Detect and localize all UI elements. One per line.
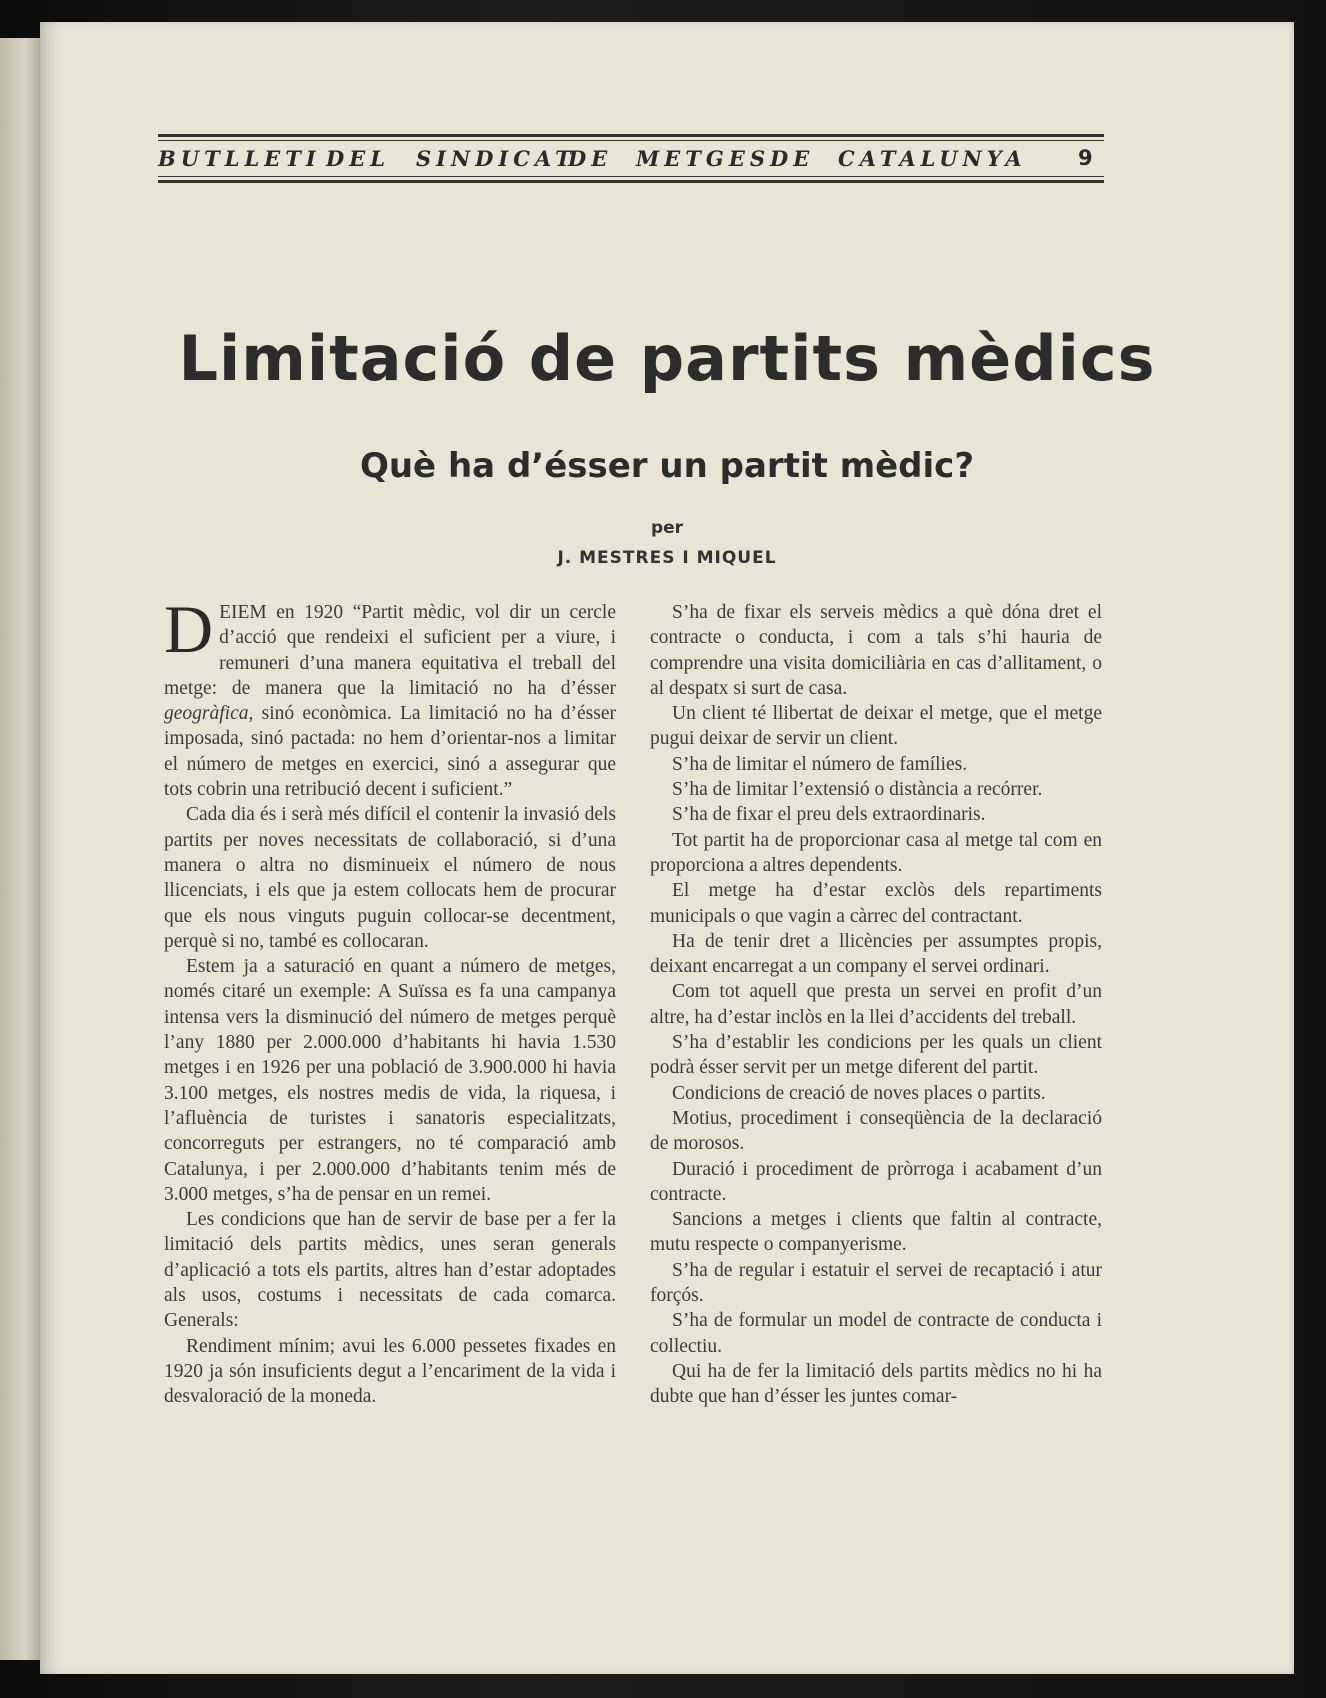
paragraph: Les condicions que han de servir de base per a fer la limitació dels partits mèdics, unes seran generals d’aplicació a tots els partits, altres han d’estar adoptades als usos, costums i necessitats de cada comarca. Generals: <box>164 1209 616 1332</box>
right-column <box>650 600 1102 1410</box>
paragraph: S’ha de regular i estatuir el servei de recaptació i atur forçós. <box>650 1259 1102 1307</box>
journal-page <box>40 22 1294 1674</box>
paragraph: S’ha d’establir les condicions per les quals un client podrà ésser servit per un metge diferent del partit. <box>650 1032 1102 1079</box>
left-column <box>164 591 616 1410</box>
opening-paragraph <box>164 591 616 802</box>
paragraph: Motius, procediment i conseqüència de la declaració de morosos. <box>650 1107 1102 1155</box>
paragraph: S’ha de limitar l’extensió o distància a recórrer. <box>672 779 1043 801</box>
journal-name-word: CATALUNYA <box>838 146 1027 171</box>
paragraph: S’ha de fixar els serveis mèdics a què dóna dret el contracte o conducta, i com a tals s’hi hauria de comprendre una visita domiciliària en cas d’allitament, o al despatx si surt de casa. <box>650 602 1102 699</box>
header-rule <box>158 140 1104 141</box>
paragraph: El metge ha d’estar exclòs dels repartiments municipals o que vagin a càrrec del contractant. <box>650 880 1102 927</box>
byline: per <box>650 518 684 538</box>
paragraph: Cada dia és i serà més difícil el contenir la invasió dels partits per noves necessitats de collaboració, si d’una manera o altra no disminueix el número de nous llicenciats, i els que ja estem collocats hem de procurar que els nous vinguts puguin collocar-se decentment, perquè si no, també es collocaran. <box>164 804 616 952</box>
paragraph: S’ha de fixar el preu dels extraordinaris. <box>672 804 986 826</box>
paragraph: Condicions de creació de noves places o partits. <box>672 1082 1046 1104</box>
running-header <box>158 118 1104 198</box>
journal-name-word: DEL <box>326 146 390 171</box>
drop-cap: D <box>164 591 214 667</box>
journal-name-word: METGES <box>636 146 770 171</box>
journal-name-word: BUTLLETI <box>158 146 321 171</box>
journal-name-word: DE <box>568 146 613 171</box>
author-name: J. MESTRES I MIQUEL <box>557 548 777 568</box>
paragraph-text: en 1920 “Partit mèdic, vol dir un cercle d’acció que rendeixi el suficient per a viure, i remuneri d’una manera equitativa el treball del metge: de manera que la limitació no ha d’ésser <box>164 602 616 699</box>
paragraph: S’ha de limitar el número de famílies. <box>672 753 968 775</box>
paragraph: Un client té llibertat de deixar el metge, que el metge pugui deixar de servir un client. <box>650 703 1102 750</box>
paragraph: Duració i procediment de pròrroga i acabament d’un contracte. <box>650 1158 1102 1205</box>
page-number: 9 <box>1078 146 1093 170</box>
header-rule <box>158 134 1104 137</box>
paragraph: Sancions a metges i clients que faltin al contracte, mutu respecte o companyerisme. <box>650 1209 1102 1256</box>
italic-term: geogràfica, <box>164 703 254 725</box>
journal-name-word: SINDICAT <box>416 146 576 171</box>
paragraph: Com tot aquell que presta un servei en profit d’un altre, ha d’estar inclòs en la llei d’accidents del treball. <box>650 981 1102 1028</box>
paragraph: Tot partit ha de proporcionar casa al metge tal com en proporciona a altres dependents. <box>650 829 1102 876</box>
article-subtitle: Què ha d’ésser un partit mèdic? <box>359 446 975 486</box>
article-title: Limitació de partits mèdics <box>178 322 1156 395</box>
paragraph-text: sinó econòmica. La limitació no ha d’ésser imposada, sinó pactada: no hem d’orientar-nos a limitar el número de metges en exercici, sinó a assegurar que tots cobrin una retribució decent i suficient.” <box>164 703 616 801</box>
paragraph: Estem ja a saturació en quant a número de metges, només citaré un exemple: A Suïssa es fa una campanya intensa vers la disminució del número de metges perquè l’any 1880 per 2.000.000 d’habitants hi havia 1.530 metges i en 1926 per una població de 3.900.000 hi havia 3.100 metges, els nostres medis de vida, la riquesa, i l’afluència de turistes i sanatoris especialitzats, concorreguts per estrangers, no té comparació amb Catalunya, i per 2.000.000 d’habitants tenim més de 3.000 metges, s’ha de pensar en un remei. <box>164 956 616 1205</box>
header-rule <box>158 180 1104 183</box>
journal-name-word: DE <box>770 146 815 171</box>
opening-word: EIEM <box>219 602 267 623</box>
paragraph: Qui ha de fer la limitació dels partits mèdics no hi ha dubte que han d’ésser les juntes comar- <box>650 1360 1102 1408</box>
paragraph: S’ha de formular un model de contracte de conducta i collectiu. <box>650 1310 1102 1357</box>
journal-name <box>158 146 1104 174</box>
paragraph: Ha de tenir dret a llicències per assumptes propis, deixant encarregat a un company el servei ordinari. <box>650 930 1102 978</box>
paragraph: Rendiment mínim; avui les 6.000 pessetes fixades en 1920 ja són insuficients degut a l’encariment de la vida i desvaloració de la moneda. <box>164 1335 616 1408</box>
header-rule <box>158 176 1104 177</box>
